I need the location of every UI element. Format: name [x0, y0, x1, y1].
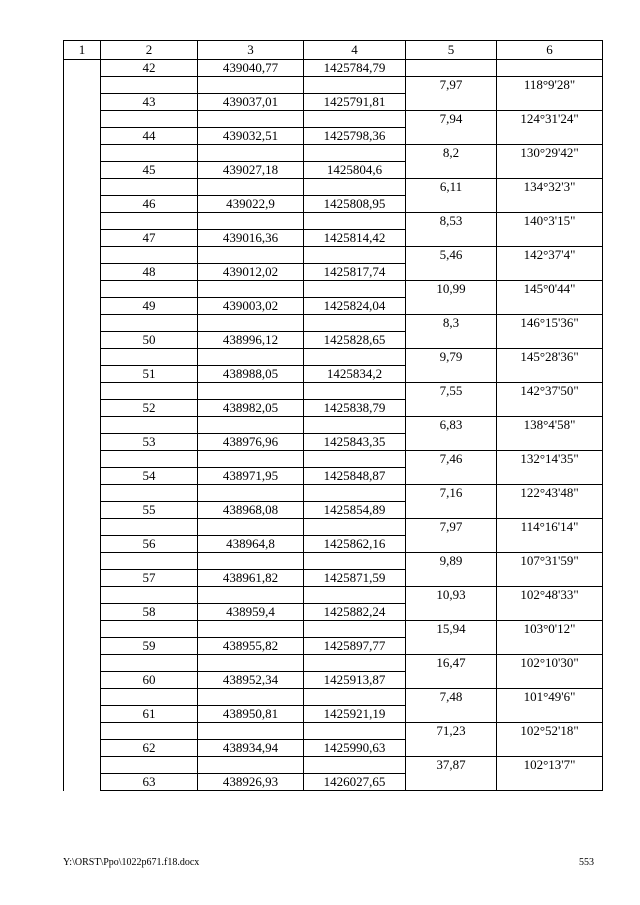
- point-x-cell: 438950,81: [198, 706, 304, 723]
- empty-cell: [198, 111, 304, 128]
- point-number-cell: 59: [101, 638, 198, 655]
- empty-cell: [198, 621, 304, 638]
- point-x-cell: 439032,51: [198, 128, 304, 145]
- point-y-cell: 1425784,79: [304, 60, 406, 77]
- point-number-cell: 54: [101, 468, 198, 485]
- point-x-cell: 438964,8: [198, 536, 304, 553]
- point-x-cell: 438959,4: [198, 604, 304, 621]
- point-number-cell: 50: [101, 332, 198, 349]
- empty-cell: [101, 689, 198, 706]
- point-number-cell: 57: [101, 570, 198, 587]
- empty-length-cell: [406, 128, 497, 145]
- empty-angle-cell: [497, 604, 603, 621]
- table-header-row: [64, 41, 603, 60]
- empty-length-cell: [406, 230, 497, 247]
- point-y-cell: 1425798,36: [304, 128, 406, 145]
- point-y-cell: 1425834,2: [304, 366, 406, 383]
- empty-cell: [304, 519, 406, 536]
- empty-cell: [101, 145, 198, 162]
- empty-cell: [198, 655, 304, 672]
- segment-length-cell: 10,93: [406, 587, 497, 604]
- table-row: [64, 774, 603, 791]
- table-row: [64, 655, 603, 672]
- empty-cell: [101, 723, 198, 740]
- table-row: [64, 536, 603, 553]
- segment-angle-cell: 118°9'28": [497, 77, 603, 94]
- point-y-cell: 1425882,24: [304, 604, 406, 621]
- point-y-cell: 1425791,81: [304, 94, 406, 111]
- segment-angle-cell: 145°0'44": [497, 281, 603, 298]
- segment-length-cell: 7,97: [406, 519, 497, 536]
- point-y-cell: 1425828,65: [304, 332, 406, 349]
- point-x-cell: 438926,93: [198, 774, 304, 791]
- empty-cell: [198, 349, 304, 366]
- empty-length-cell: [406, 366, 497, 383]
- segment-length-cell: 7,94: [406, 111, 497, 128]
- table-body: [64, 60, 603, 791]
- point-y-cell: 1425848,87: [304, 468, 406, 485]
- point-y-cell: 1425862,16: [304, 536, 406, 553]
- segment-angle-cell: 132°14'35": [497, 451, 603, 468]
- empty-cell: [198, 553, 304, 570]
- empty-length-cell: [406, 638, 497, 655]
- empty-angle-cell: [497, 400, 603, 417]
- point-x-cell: 438996,12: [198, 332, 304, 349]
- segment-angle-cell: 146°15'36": [497, 315, 603, 332]
- empty-angle-cell: [497, 128, 603, 145]
- point-y-cell: 1425838,79: [304, 400, 406, 417]
- empty-angle-cell: [497, 230, 603, 247]
- empty-angle-cell: [497, 468, 603, 485]
- segment-length-cell: 7,97: [406, 77, 497, 94]
- empty-cell: [198, 587, 304, 604]
- empty-cell: [198, 281, 304, 298]
- row-group-cell: [64, 60, 101, 791]
- table-row: [64, 111, 603, 128]
- empty-cell: [304, 553, 406, 570]
- segment-length-cell: 6,83: [406, 417, 497, 434]
- point-x-cell: 438952,34: [198, 672, 304, 689]
- table-row: [64, 485, 603, 502]
- empty-angle-cell: [497, 94, 603, 111]
- table-row: [64, 332, 603, 349]
- header-col-3: 3: [198, 41, 304, 60]
- empty-cell: [304, 77, 406, 94]
- point-y-cell: 1425817,74: [304, 264, 406, 281]
- empty-cell: [304, 417, 406, 434]
- point-y-cell: 1425843,35: [304, 434, 406, 451]
- empty-angle-cell: [497, 264, 603, 281]
- empty-length-cell: [406, 332, 497, 349]
- header-col-5: 5: [406, 41, 497, 60]
- segment-angle-cell: 145°28'36": [497, 349, 603, 366]
- point-x-cell: 439003,02: [198, 298, 304, 315]
- empty-length-cell: [406, 672, 497, 689]
- empty-angle-cell: [497, 706, 603, 723]
- empty-cell: [304, 145, 406, 162]
- empty-cell: [101, 349, 198, 366]
- segment-angle-cell: 134°32'3": [497, 179, 603, 196]
- segment-angle-cell: 103°0'12": [497, 621, 603, 638]
- point-x-cell: 438955,82: [198, 638, 304, 655]
- point-number-cell: 43: [101, 94, 198, 111]
- point-number-cell: 42: [101, 60, 198, 77]
- empty-cell: [198, 689, 304, 706]
- empty-cell: [198, 757, 304, 774]
- point-x-cell: 438961,82: [198, 570, 304, 587]
- segment-length-cell: 10,99: [406, 281, 497, 298]
- empty-length-cell: [406, 298, 497, 315]
- segment-length-cell: 5,46: [406, 247, 497, 264]
- segment-angle-cell: 114°16'14": [497, 519, 603, 536]
- empty-angle-cell: [497, 638, 603, 655]
- point-number-cell: 63: [101, 774, 198, 791]
- empty-length-cell: [406, 740, 497, 757]
- table-row: [64, 298, 603, 315]
- empty-cell: [101, 213, 198, 230]
- segment-angle-cell: 130°29'42": [497, 145, 603, 162]
- header-col-4: 4: [304, 41, 406, 60]
- empty-cell: [101, 281, 198, 298]
- empty-angle-cell: [497, 740, 603, 757]
- table-row: [64, 502, 603, 519]
- segment-length-cell: 8,3: [406, 315, 497, 332]
- empty-cell: [101, 417, 198, 434]
- segment-angle-cell: 122°43'48": [497, 485, 603, 502]
- segment-angle-cell: 102°10'30": [497, 655, 603, 672]
- empty-angle-cell: [497, 196, 603, 213]
- empty-angle-cell: [497, 774, 603, 791]
- point-y-cell: 1425871,59: [304, 570, 406, 587]
- point-x-cell: 438982,05: [198, 400, 304, 417]
- table-row: [64, 196, 603, 213]
- table-row: [64, 264, 603, 281]
- table-row: [64, 366, 603, 383]
- footer-file-path: Y:\ORST\Ppo\1022p671.f18.docx: [63, 857, 200, 868]
- point-x-cell: 438976,96: [198, 434, 304, 451]
- empty-cell: [198, 247, 304, 264]
- table-row: [64, 213, 603, 230]
- table-row: [64, 553, 603, 570]
- empty-cell: [198, 417, 304, 434]
- table-row: [64, 723, 603, 740]
- empty-length-cell: [406, 502, 497, 519]
- segment-length-cell: 7,16: [406, 485, 497, 502]
- empty-cell: [304, 315, 406, 332]
- segment-length-cell: 37,87: [406, 757, 497, 774]
- empty-cell: [101, 179, 198, 196]
- segment-angle-cell: 142°37'4": [497, 247, 603, 264]
- empty-cell: [101, 655, 198, 672]
- point-number-cell: 52: [101, 400, 198, 417]
- point-number-cell: 53: [101, 434, 198, 451]
- empty-length-cell: [406, 604, 497, 621]
- empty-length-cell: [406, 774, 497, 791]
- empty-length-cell: [406, 468, 497, 485]
- point-x-cell: 438971,95: [198, 468, 304, 485]
- point-x-cell: 439040,77: [198, 60, 304, 77]
- empty-cell: [304, 179, 406, 196]
- segment-length-cell: 15,94: [406, 621, 497, 638]
- empty-angle-cell: [497, 502, 603, 519]
- empty-cell: [198, 179, 304, 196]
- empty-angle-cell: [497, 536, 603, 553]
- segment-length-cell: 7,46: [406, 451, 497, 468]
- segment-length-cell: 7,55: [406, 383, 497, 400]
- table-row: [64, 400, 603, 417]
- empty-angle-cell: [497, 162, 603, 179]
- table-row: [64, 128, 603, 145]
- empty-length-cell: [406, 536, 497, 553]
- empty-cell: [101, 519, 198, 536]
- segment-angle-cell: 142°37'50": [497, 383, 603, 400]
- empty-cell: [101, 621, 198, 638]
- point-y-cell: 1425921,19: [304, 706, 406, 723]
- point-number-cell: 58: [101, 604, 198, 621]
- empty-length-cell: [406, 706, 497, 723]
- segment-angle-cell: 102°52'18": [497, 723, 603, 740]
- point-x-cell: 439037,01: [198, 94, 304, 111]
- point-number-cell: 49: [101, 298, 198, 315]
- table-row: [64, 94, 603, 111]
- empty-cell: [304, 689, 406, 706]
- table-row: [64, 621, 603, 638]
- empty-length-cell: [406, 434, 497, 451]
- empty-cell: [198, 451, 304, 468]
- point-number-cell: 60: [101, 672, 198, 689]
- point-x-cell: 438934,94: [198, 740, 304, 757]
- point-number-cell: 46: [101, 196, 198, 213]
- table-row: [64, 672, 603, 689]
- point-y-cell: 1425913,87: [304, 672, 406, 689]
- table-row: [64, 604, 603, 621]
- point-y-cell: 1425814,42: [304, 230, 406, 247]
- point-x-cell: 438988,05: [198, 366, 304, 383]
- point-number-cell: 48: [101, 264, 198, 281]
- point-x-cell: 439012,02: [198, 264, 304, 281]
- segment-length-cell: 7,48: [406, 689, 497, 706]
- empty-cell: [304, 621, 406, 638]
- segment-angle-cell: 102°48'33": [497, 587, 603, 604]
- empty-length-cell: [406, 400, 497, 417]
- point-y-cell: 1425824,04: [304, 298, 406, 315]
- segment-length-cell: 71,23: [406, 723, 497, 740]
- point-y-cell: 1425897,77: [304, 638, 406, 655]
- empty-cell: [198, 519, 304, 536]
- empty-angle-cell: [497, 60, 603, 77]
- table-row: [64, 570, 603, 587]
- empty-angle-cell: [497, 434, 603, 451]
- table-row: [64, 706, 603, 723]
- empty-cell: [304, 655, 406, 672]
- point-x-cell: 438968,08: [198, 502, 304, 519]
- header-col-1: 1: [64, 41, 101, 60]
- empty-cell: [304, 383, 406, 400]
- point-number-cell: 47: [101, 230, 198, 247]
- table-row: [64, 247, 603, 264]
- table-row: [64, 281, 603, 298]
- point-number-cell: 45: [101, 162, 198, 179]
- empty-cell: [304, 587, 406, 604]
- segment-angle-cell: 101°49'6": [497, 689, 603, 706]
- segment-angle-cell: 138°4'58": [497, 417, 603, 434]
- empty-cell: [304, 723, 406, 740]
- point-number-cell: 56: [101, 536, 198, 553]
- empty-cell: [101, 315, 198, 332]
- empty-angle-cell: [497, 332, 603, 349]
- empty-cell: [198, 485, 304, 502]
- segment-length-cell: 6,11: [406, 179, 497, 196]
- empty-cell: [101, 451, 198, 468]
- empty-cell: [101, 111, 198, 128]
- empty-cell: [198, 145, 304, 162]
- empty-angle-cell: [497, 298, 603, 315]
- table-row: [64, 383, 603, 400]
- point-x-cell: 439022,9: [198, 196, 304, 213]
- segment-length-cell: 8,2: [406, 145, 497, 162]
- empty-cell: [198, 77, 304, 94]
- point-number-cell: 44: [101, 128, 198, 145]
- segment-length-cell: 9,79: [406, 349, 497, 366]
- segment-length-cell: 16,47: [406, 655, 497, 672]
- table-row: [64, 757, 603, 774]
- point-x-cell: 439027,18: [198, 162, 304, 179]
- empty-cell: [198, 213, 304, 230]
- empty-cell: [101, 247, 198, 264]
- segment-angle-cell: 102°13'7": [497, 757, 603, 774]
- point-y-cell: 1425808,95: [304, 196, 406, 213]
- table-row: [64, 349, 603, 366]
- table-row: [64, 587, 603, 604]
- empty-cell: [101, 757, 198, 774]
- table-row: [64, 179, 603, 196]
- table-row: [64, 468, 603, 485]
- empty-angle-cell: [497, 672, 603, 689]
- empty-cell: [101, 553, 198, 570]
- segment-length-cell: 8,53: [406, 213, 497, 230]
- table-row: [64, 451, 603, 468]
- point-y-cell: 1425990,63: [304, 740, 406, 757]
- table-row: [64, 77, 603, 94]
- table-row: [64, 417, 603, 434]
- segment-angle-cell: 124°31'24": [497, 111, 603, 128]
- segment-angle-cell: 140°3'15": [497, 213, 603, 230]
- point-number-cell: 61: [101, 706, 198, 723]
- empty-cell: [198, 723, 304, 740]
- empty-length-cell: [406, 570, 497, 587]
- empty-cell: [304, 213, 406, 230]
- table-row: [64, 162, 603, 179]
- empty-length-cell: [406, 162, 497, 179]
- footer-page-number: 553: [579, 857, 594, 868]
- empty-length-cell: [406, 264, 497, 281]
- empty-cell: [198, 315, 304, 332]
- empty-cell: [304, 281, 406, 298]
- empty-cell: [198, 383, 304, 400]
- table-row: [64, 60, 603, 77]
- table-row: [64, 434, 603, 451]
- point-number-cell: 51: [101, 366, 198, 383]
- empty-cell: [304, 349, 406, 366]
- point-y-cell: 1425804,6: [304, 162, 406, 179]
- point-x-cell: 439016,36: [198, 230, 304, 247]
- point-y-cell: 1426027,65: [304, 774, 406, 791]
- empty-cell: [101, 383, 198, 400]
- empty-angle-cell: [497, 570, 603, 587]
- empty-cell: [304, 757, 406, 774]
- segment-angle-cell: 107°31'59": [497, 553, 603, 570]
- empty-cell: [304, 485, 406, 502]
- empty-cell: [101, 485, 198, 502]
- table-row: [64, 315, 603, 332]
- table-row: [64, 740, 603, 757]
- empty-length-cell: [406, 60, 497, 77]
- empty-cell: [304, 247, 406, 264]
- empty-cell: [101, 77, 198, 94]
- segment-length-cell: 9,89: [406, 553, 497, 570]
- point-number-cell: 55: [101, 502, 198, 519]
- empty-cell: [101, 587, 198, 604]
- table-row: [64, 638, 603, 655]
- header-col-2: 2: [101, 41, 198, 60]
- point-y-cell: 1425854,89: [304, 502, 406, 519]
- point-number-cell: 62: [101, 740, 198, 757]
- table-row: [64, 145, 603, 162]
- table-row: [64, 689, 603, 706]
- table-row: [64, 230, 603, 247]
- empty-angle-cell: [497, 366, 603, 383]
- empty-length-cell: [406, 196, 497, 213]
- header-col-6: 6: [497, 41, 603, 60]
- empty-length-cell: [406, 94, 497, 111]
- table-row: [64, 519, 603, 536]
- coordinates-table: [63, 40, 603, 791]
- empty-cell: [304, 451, 406, 468]
- empty-cell: [304, 111, 406, 128]
